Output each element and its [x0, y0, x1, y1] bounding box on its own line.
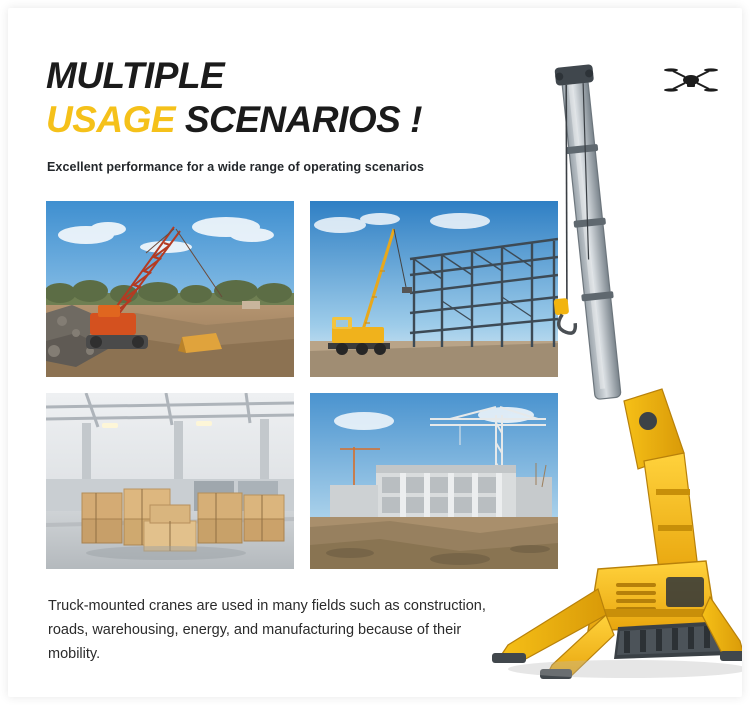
gallery-caption: Truck-mounted cranes are used in many fields such as construction, roads, warehousing, energy, and manufacturing because of their mobility. — [48, 598, 486, 662]
page-subtitle: Excellent performance for a wide range of operating scenarios — [47, 160, 425, 174]
title-accent-word: USAGE — [46, 99, 176, 140]
photo-grid — [46, 201, 558, 569]
photo-tower-crane-building-site — [310, 393, 558, 569]
promo-card — [8, 8, 742, 697]
photo-warehouse-crates — [46, 393, 294, 569]
title-line-2 — [46, 98, 566, 142]
photo-truck-crane-steel-structure — [310, 201, 558, 377]
title-line-1: MULTIPLE — [46, 55, 225, 96]
title-rest: SCENARIOS ! — [175, 99, 422, 140]
drone-icon — [663, 63, 719, 97]
page-title — [46, 54, 566, 142]
photo-crawler-crane-earthworks — [46, 201, 294, 377]
